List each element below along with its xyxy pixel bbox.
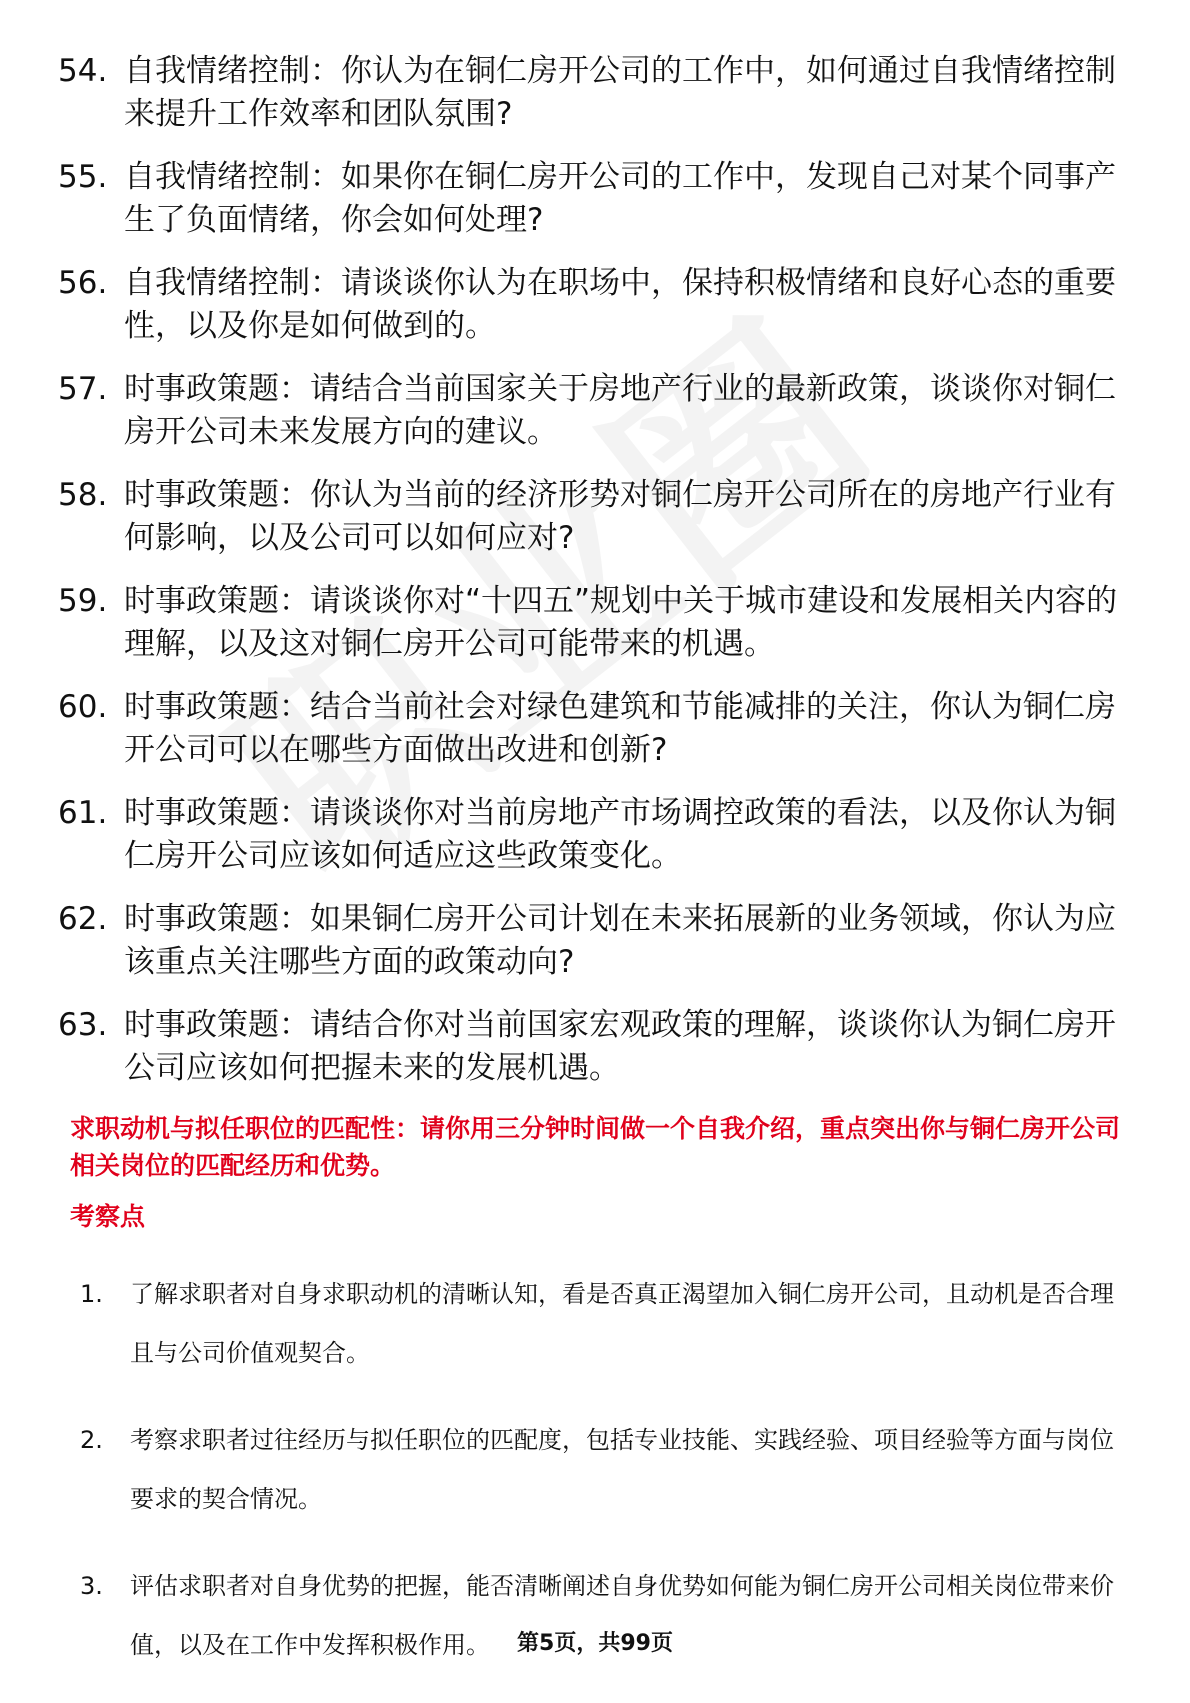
- question-list: [58, 50, 1138, 1110]
- question-item: [58, 262, 1138, 348]
- question-item: [58, 156, 1138, 242]
- question-item: [58, 580, 1138, 666]
- point-text: 了解求职者对自身求职动机的清晰认知，看是否真正渴望加入铜仁房开公司，且动机是否合理且与公司价值观契合。: [130, 1280, 1114, 1367]
- question-text: 时事政策题：请结合你对当前国家宏观政策的理解，谈谈你认为铜仁房开公司应该如何把握未来的发展机遇。: [124, 1007, 1116, 1086]
- question-text: 自我情绪控制：如果你在铜仁房开公司的工作中，发现自己对某个同事产生了负面情绪，你会如何处理?: [124, 159, 1116, 238]
- question-item: [58, 1004, 1138, 1090]
- question-item: [58, 50, 1138, 136]
- question-text: 时事政策题：你认为当前的经济形势对铜仁房开公司所在的房地产行业有何影响，以及公司可以如何应对?: [124, 477, 1116, 556]
- question-text: 时事政策题：请谈谈你对当前房地产市场调控政策的看法，以及你认为铜仁房开公司应该如何适应这些政策变化。: [124, 795, 1116, 874]
- question-item: [58, 792, 1138, 878]
- question-text: 时事政策题：请谈谈你对“十四五”规划中关于城市建设和发展相关内容的理解，以及这对铜仁房开公司可能带来的机遇。: [124, 583, 1118, 662]
- assessment-point: [80, 1557, 1130, 1675]
- question-number: 62.: [58, 901, 108, 937]
- question-number: 58.: [58, 477, 108, 513]
- question-number: 57.: [58, 371, 108, 407]
- point-number: 3.: [80, 1572, 103, 1600]
- point-number: 2.: [80, 1426, 103, 1454]
- question-number: 60.: [58, 689, 108, 725]
- question-text: 时事政策题：结合当前社会对绿色建筑和节能减排的关注，你认为铜仁房开公司可以在哪些方面做出改进和创新?: [124, 689, 1116, 768]
- question-number: 61.: [58, 795, 108, 831]
- question-text: 时事政策题：如果铜仁房开公司计划在未来拓展新的业务领域，你认为应该重点关注哪些方面的政策动向?: [124, 901, 1116, 980]
- question-item: [58, 368, 1138, 454]
- point-number: 1.: [80, 1280, 103, 1308]
- assessment-point: [80, 1411, 1130, 1529]
- question-text: 自我情绪控制：请谈谈你认为在职场中，保持积极情绪和良好心态的重要性，以及你是如何做到的。: [124, 265, 1116, 344]
- question-number: 56.: [58, 265, 108, 301]
- question-number: 55.: [58, 159, 108, 195]
- question-number: 59.: [58, 583, 108, 619]
- question-number: 63.: [58, 1007, 108, 1043]
- question-number: 54.: [58, 53, 108, 89]
- question-item: [58, 898, 1138, 984]
- question-text: 自我情绪控制：你认为在铜仁房开公司的工作中，如何通过自我情绪控制来提升工作效率和团队氛围?: [124, 53, 1116, 132]
- points-heading: 考察点: [70, 1202, 146, 1231]
- assessment-point: [80, 1265, 1130, 1383]
- question-item: [58, 686, 1138, 772]
- question-item: [58, 474, 1138, 560]
- question-text: 时事政策题：请结合当前国家关于房地产行业的最新政策，谈谈你对铜仁房开公司未来发展方向的建议。: [124, 371, 1116, 450]
- highlight-question: 求职动机与拟任职位的匹配性：请你用三分钟时间做一个自我介绍，重点突出你与铜仁房开公司相关岗位的匹配经历和优势。: [70, 1114, 1121, 1180]
- page-footer: 第5页，共99页: [517, 1631, 673, 1656]
- point-text: 评估求职者对自身优势的把握，能否清晰阐述自身优势如何能为铜仁房开公司相关岗位带来价值，以及在工作中发挥积极作用。: [130, 1572, 1114, 1659]
- point-text: 考察求职者过往经历与拟任职位的匹配度，包括专业技能、实践经验、项目经验等方面与岗位要求的契合情况。: [130, 1426, 1114, 1513]
